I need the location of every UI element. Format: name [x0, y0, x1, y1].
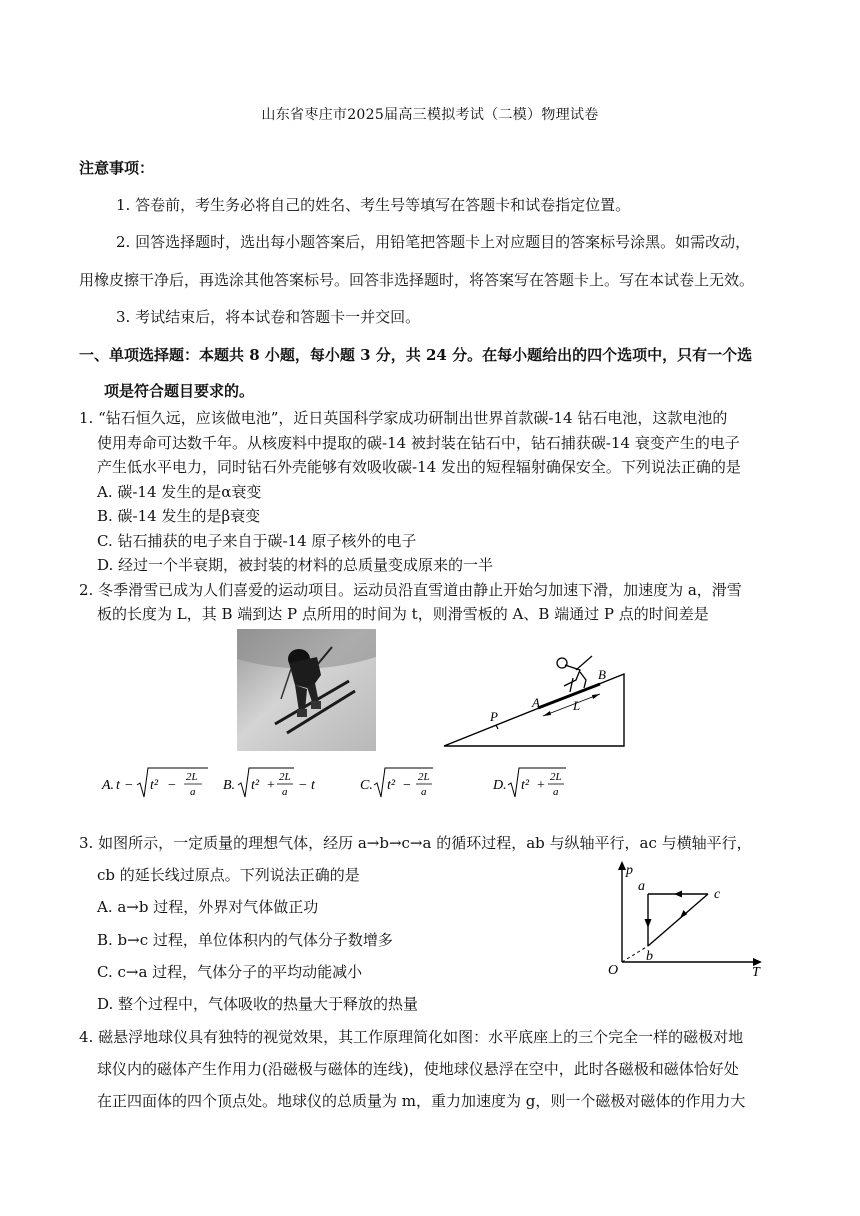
q1-option-d: D. 经过一个半衰期，被封装的材料的总质量变成原来的一半	[97, 556, 494, 574]
q2-option-c-label: C.	[360, 778, 373, 793]
q3-stem-line-2: cb 的延长线过原点。下列说法正确的是	[97, 866, 360, 884]
q2-option-c-op: −	[403, 778, 411, 793]
q2-option-b-label: B.	[223, 778, 236, 793]
q4-stem-line-1: 4. 磁悬浮地球仪具有独特的视觉效果，其工作原理简化如图：水平底座上的三个完全一样的磁极对地	[79, 1028, 744, 1046]
q2-option-d-den: a	[553, 786, 559, 798]
q2-stem-line-2: 板的长度为 L，其 B 端到达 P 点所用的时间为 t，则滑雪板的 A、B 端通过 P 点的时间差是	[97, 605, 709, 623]
exam-title: 山东省枣庄市2025届高三模拟考试（二模）物理试卷	[261, 107, 599, 123]
diagram-label-a: A	[532, 695, 540, 710]
notice-item-2-line-2: 用橡皮擦干净后，再选涂其他答案标号。回答非选择题时，将答案写在答题卡上。写在本试卷上无效。	[79, 271, 755, 289]
q2-option-d-op: +	[537, 778, 545, 793]
graph-point-b: b	[646, 949, 653, 964]
notice-heading: 注意事项：	[79, 159, 155, 177]
q2-option-c-den: a	[421, 786, 427, 798]
q2-option-b-num: 2L	[279, 771, 291, 783]
q1-option-c: C. 钻石捕获的电子来自于碳-14 原子核外的电子	[97, 532, 417, 550]
q2-option-b-tail: − t	[298, 778, 315, 793]
q3-stem-line-1: 3. 如图所示，一定质量的理想气体，经历 a→b→c→a 的循环过程，ab 与纵轴平行，ac 与横轴平行，	[79, 834, 752, 852]
slope-diagram	[440, 652, 630, 750]
diagram-label-p: P	[490, 709, 498, 724]
q2-option-a-den: a	[190, 786, 196, 798]
graph-point-a: a	[638, 879, 645, 894]
q2-option-b-op: +	[267, 778, 275, 793]
q2-option-c-num: 2L	[418, 771, 430, 783]
q1-stem-line-2: 使用寿命可达数千年。从核废料中提取的碳-14 被封装在钻石中，钻石捕获碳-14 衰变产生的电子	[97, 434, 740, 452]
diagram-label-b: B	[598, 667, 606, 682]
graph-label-t: T	[752, 965, 760, 976]
q2-option-a-num: 2L	[186, 771, 198, 783]
q4-stem-line-2: 球仪内的磁体产生作用力(沿磁极与磁体的连线)，使地球仪悬浮在空中，此时各磁极和磁体恰好处	[97, 1060, 739, 1078]
q1-stem-line-1: 1. “钻石恒久远，应该做电池”，近日英国科学家成功研制出世界首款碳-14 钻石电池，这款电池的	[79, 409, 728, 427]
q1-option-b: B. 碳-14 发生的是β衰变	[97, 507, 261, 525]
section-heading-line-2: 项是符合题目要求的。	[104, 382, 255, 400]
q2-option-a-minus: −	[125, 778, 133, 793]
q2-option-b-den: a	[282, 786, 288, 798]
section-heading-line-1: 一、单项选择题：本题共 8 小题，每小题 3 分，共 24 分。在每小题给出的四个选项中，只有一个选	[79, 346, 753, 364]
notice-item-1: 1. 答卷前，考生务必将自己的姓名、考生号等填写在答题卡和试卷指定位置。	[116, 196, 631, 214]
notice-item-2-line-1: 2. 回答选择题时，选出每小题答案后，用铅笔把答题卡上对应题目的答案标号涂黑。如需改动，	[116, 233, 751, 251]
q4-stem-line-3: 在正四面体的四个顶点处。地球仪的总质量为 m，重力加速度为 g，则一个磁极对磁体的作用力大	[97, 1092, 746, 1110]
q2-option-d-num: 2L	[550, 771, 562, 783]
graph-label-origin: O	[608, 963, 619, 976]
q2-option-a-label: A.	[102, 778, 115, 793]
graph-label-p: p	[626, 863, 633, 878]
q2-option-a-op: −	[168, 778, 176, 793]
q2-stem-line-1: 2. 冬季滑雪已成为人们喜爱的运动项目。运动员沿直雪道由静止开始匀加速下滑，加速度为 a，滑雪	[79, 581, 742, 599]
q3-option-a: A. a→b 过程，外界对气体做正功	[97, 898, 319, 916]
q1-option-a: A. 碳-14 发生的是α衰变	[97, 483, 262, 501]
q3-option-c: C. c→a 过程，气体分子的平均动能减小	[97, 963, 363, 981]
q3-option-d: D. 整个过程中，气体吸收的热量大于释放的热量	[97, 995, 419, 1013]
p-t-graph	[600, 856, 775, 976]
notice-item-3: 3. 考试结束后，将本试卷和答题卡一并交回。	[116, 308, 421, 326]
q2-option-a-t: t	[116, 778, 120, 793]
q2-option-c-t2: t²	[387, 778, 396, 793]
skier-photo	[237, 629, 376, 751]
q2-option-b-t2: t²	[251, 778, 260, 793]
diagram-label-l: L	[573, 698, 581, 713]
graph-point-c: c	[714, 887, 721, 902]
q2-option-d-t2: t²	[521, 778, 530, 793]
q1-stem-line-3: 产生低水平电力，同时钻石外壳能够有效吸收碳-14 发出的短程辐射确保安全。下列说法正确的是	[97, 458, 741, 476]
q2-options	[98, 764, 578, 804]
q2-option-d-label: D.	[493, 778, 507, 793]
q2-option-a-t2: t²	[150, 778, 159, 793]
q3-option-b: B. b→c 过程，单位体积内的气体分子数增多	[97, 931, 393, 949]
